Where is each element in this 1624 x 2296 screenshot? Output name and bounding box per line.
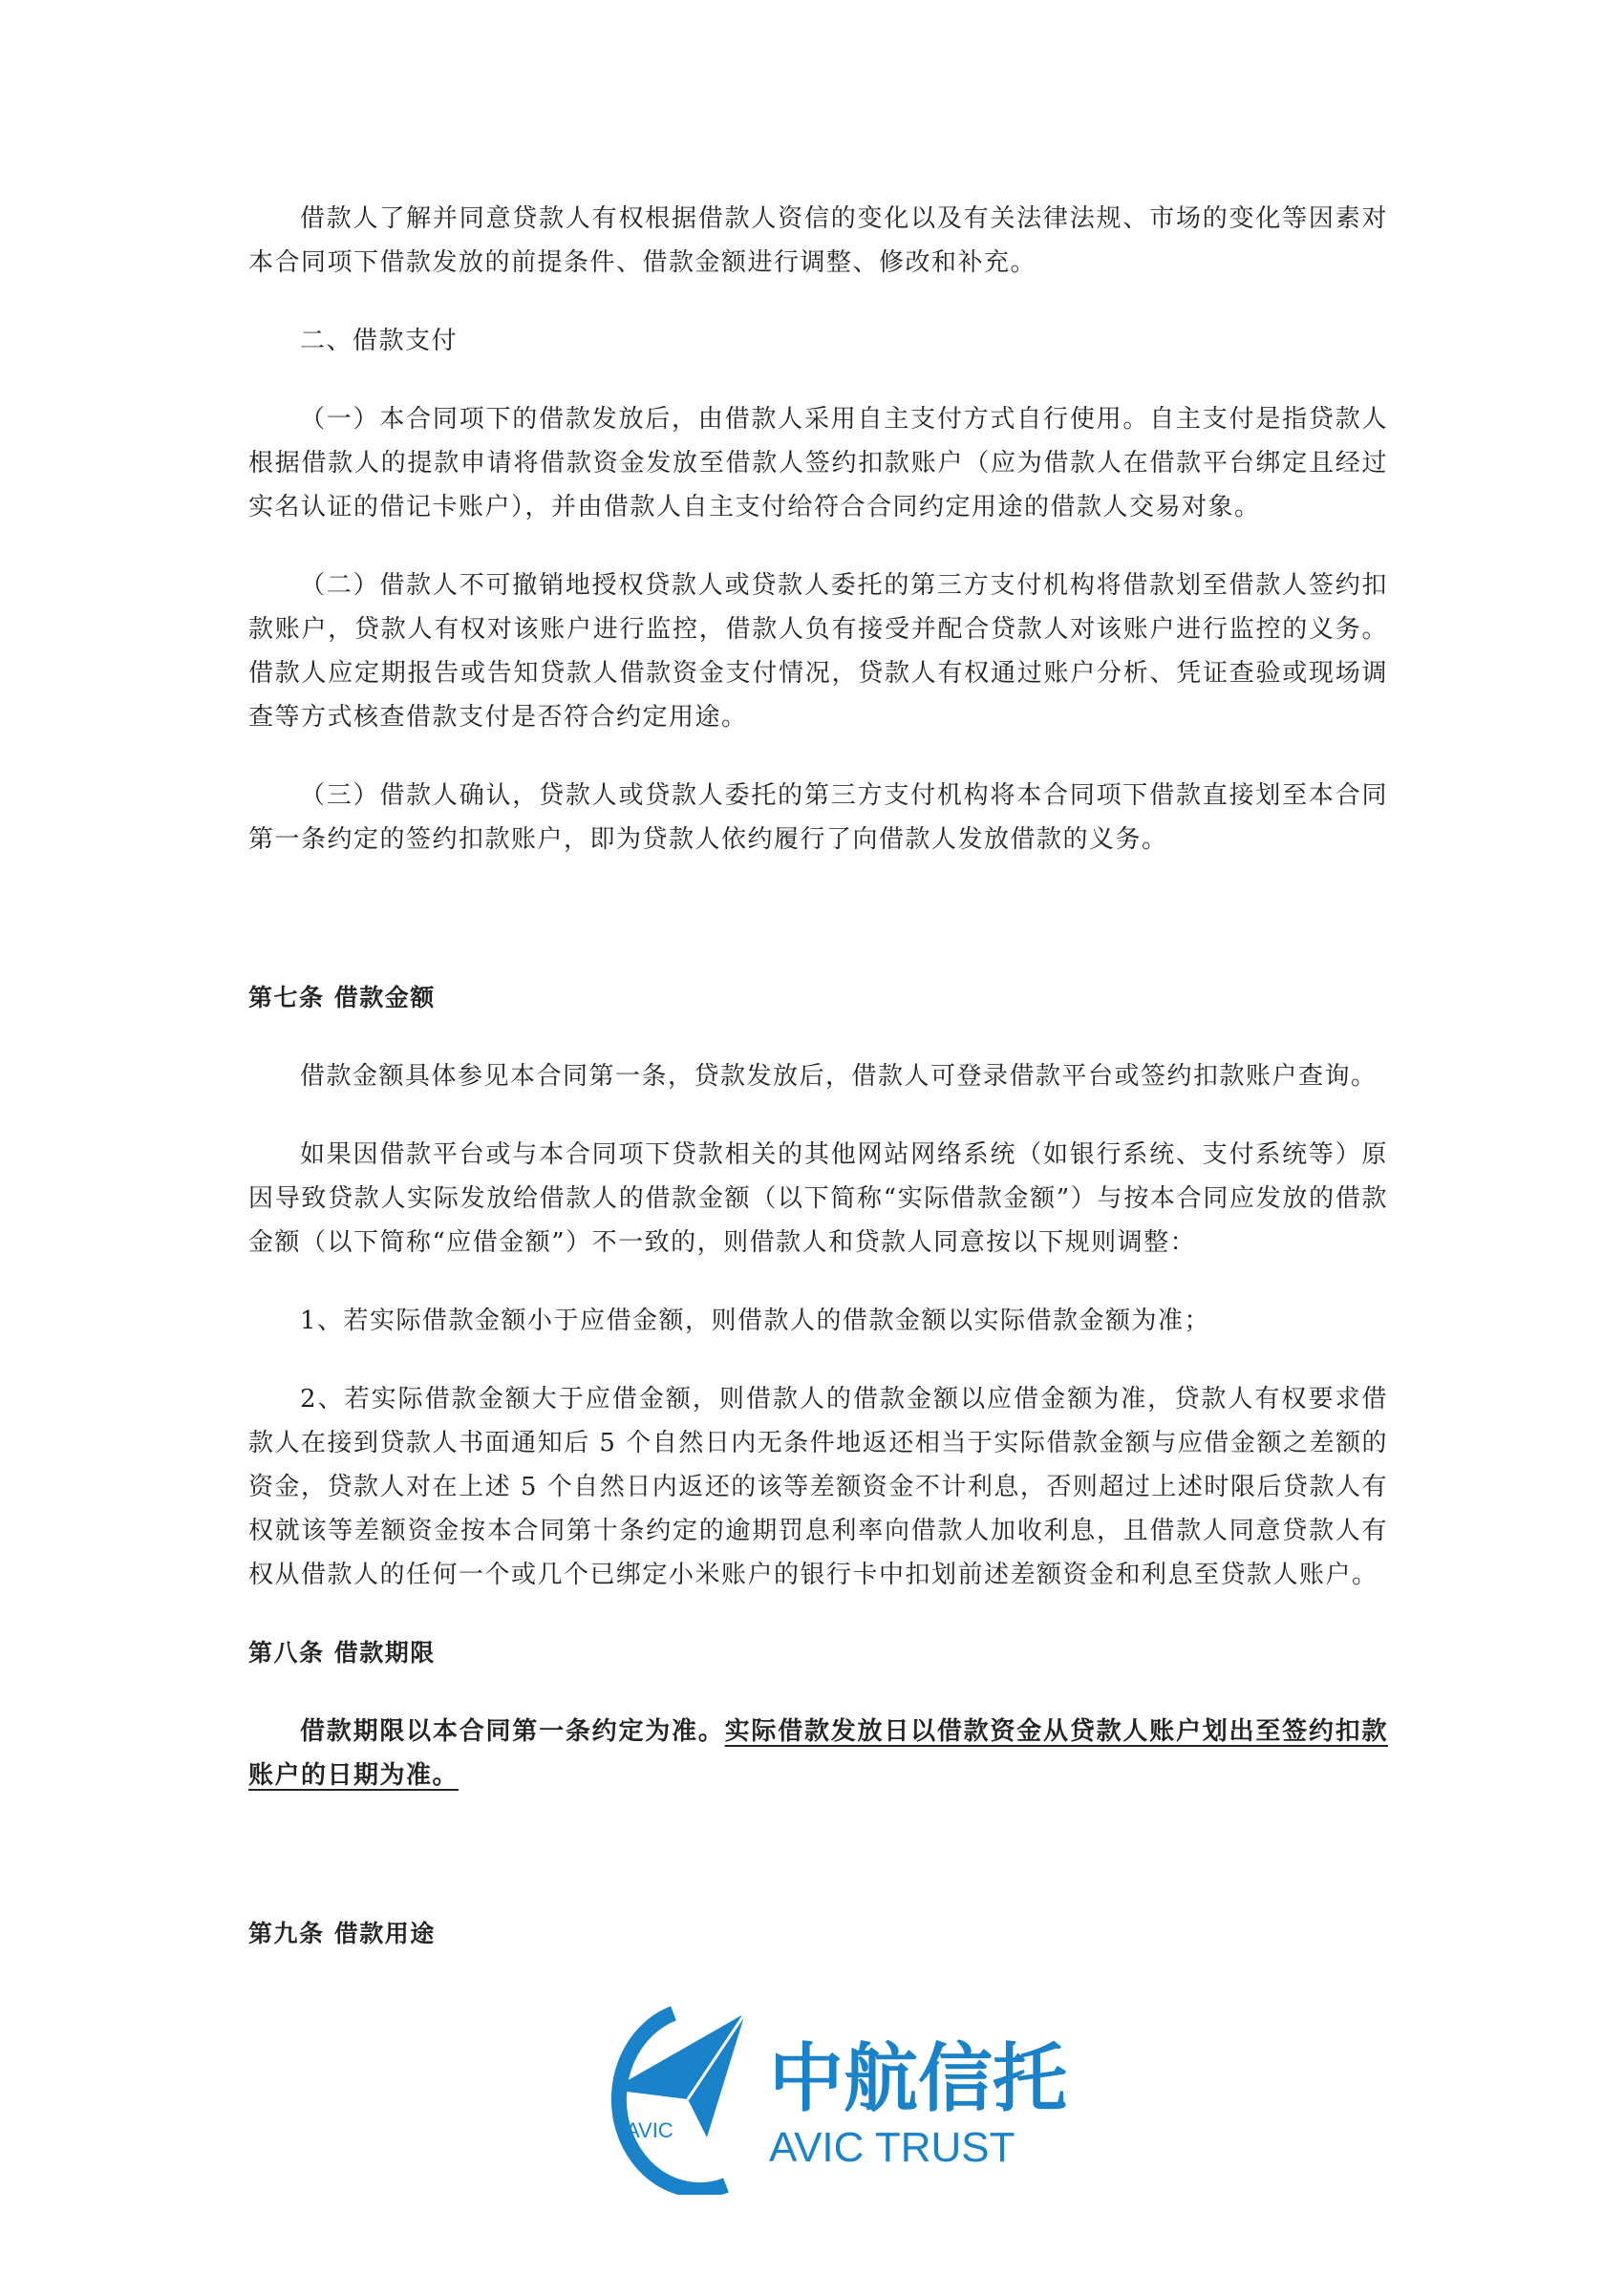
article-7-rule-1: 1、若实际借款金额小于应借金额，则借款人的借款金额以实际借款金额为准； bbox=[300, 1307, 1211, 1335]
article-8-plain-text: 借款期限以本合同第一条约定为准。 bbox=[300, 1717, 725, 1746]
avic-trust-watermark-logo bbox=[583, 1994, 1079, 2195]
clause-payment-3: （三）借款人确认，贷款人或贷款人委托的第三方支付机构将本合同项下借款直接划至本合同第一条约定的签约扣款账户，即为贷款人依约履行了向借款人发放借款的义务。 bbox=[248, 781, 1388, 854]
document-body bbox=[248, 197, 1388, 2195]
article-8-paragraph bbox=[248, 1710, 1388, 1797]
article-8-underlined-text: 实际借款发放日以借款资金从贷款人账户划出至签约扣款账户的日期为准。 bbox=[248, 1717, 1388, 1790]
section-heading-payment: 二、借款支付 bbox=[300, 327, 459, 355]
clause-payment-2: （二）借款人不可撤销地授权贷款人或贷款人委托的第三方支付机构将借款划至借款人签约扣款账户，贷款人有权对该账户进行监控，借款人负有接受并配合贷款人对该账户进行监控的义务。借款人应定期报告或告知贷款人借款资金支付情况，贷款人有权通过账户分析、凭证查验或现场调查等方式核查借款支付是否符合约定用途。 bbox=[248, 571, 1388, 732]
logo-small-text: AVIC bbox=[626, 2118, 673, 2142]
logo-chinese-text: 中航信托 bbox=[769, 2036, 1068, 2122]
article-7-paragraph-1: 借款金额具体参见本合同第一条，贷款发放后，借款人可登录借款平台或签约扣款账户查询。 bbox=[300, 1062, 1378, 1091]
paragraph-adjustment-rights: 借款人了解并同意贷款人有权根据借款人资信的变化以及有关法律法规、市场的变化等因素对本合同项下借款发放的前提条件、借款金额进行调整、修改和补充。 bbox=[248, 204, 1388, 277]
article-9-heading: 第九条 借款用途 bbox=[248, 1920, 436, 1947]
clause-payment-1: （一）本合同项下的借款发放后，由借款人采用自主支付方式自行使用。自主支付是指贷款人根据借款人的提款申请将借款资金发放至借款人签约扣款账户（应为借款人在借款平台绑定且经过实名认证的借记卡账户），并由借款人自主支付给符合合同约定用途的借款人交易对象。 bbox=[248, 405, 1388, 521]
article-7-rule-2: 2、若实际借款金额大于应借金额，则借款人的借款金额以应借金额为准，贷款人有权要求借款人在接到贷款人书面通知后 5 个自然日内无条件地返还相当于实际借款金额与应借金额之差额的资金，贷款人对在上述 5 个自然日内返还的该等差额资金不计利息，否则超过上述时限后贷款人有权就该等差额资金按本合同第十条约定的逾期罚息利率向借款人加收利息，且借款人同意贷款人有权从借款人的任何一个或几个已绑定小米账户的银行卡中扣划前述差额资金和利息至贷款人账户。 bbox=[248, 1385, 1388, 1589]
article-7-paragraph-2: 如果因借款平台或与本合同项下贷款相关的其他网站网络系统（如银行系统、支付系统等）原因导致贷款人实际发放给借款人的借款金额（以下简称“实际借款金额”）与按本合同应发放的借款金额（以下简称“应借金额”）不一致的，则借款人和贷款人同意按以下规则调整： bbox=[248, 1140, 1388, 1257]
article-7-heading: 第七条 借款金额 bbox=[248, 984, 436, 1011]
article-8-heading: 第八条 借款期限 bbox=[248, 1639, 436, 1667]
logo-english-text: AVIC TRUST bbox=[769, 2124, 1015, 2171]
